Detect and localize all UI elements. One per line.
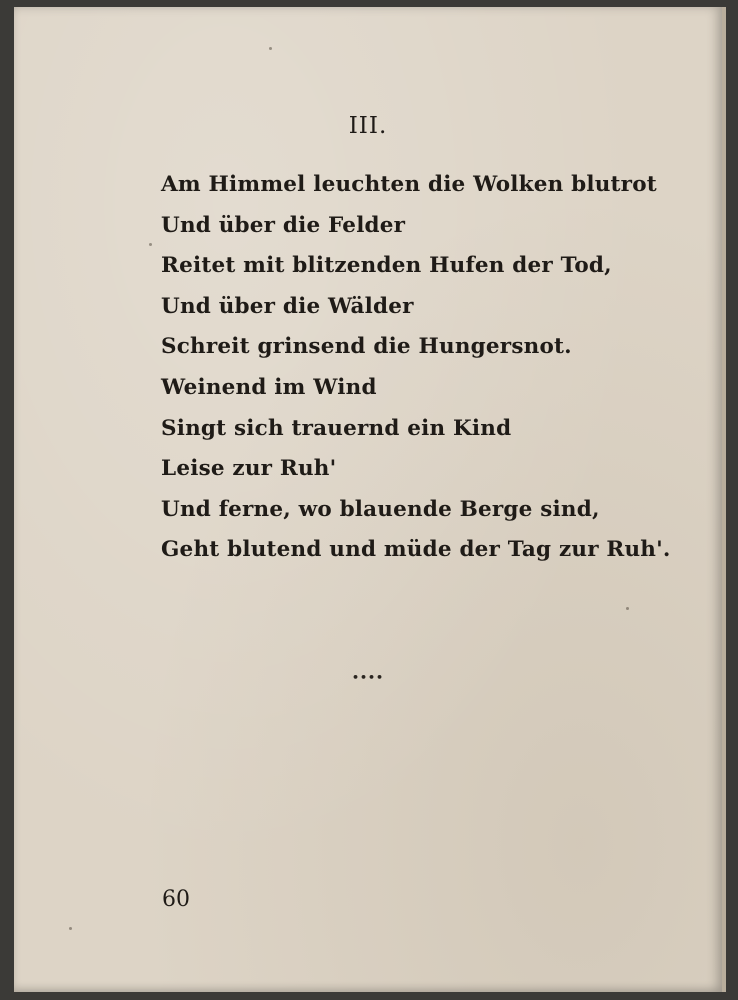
poem-line: Leise zur Ruh': [161, 456, 337, 482]
poem-line: Schreit grinsend die Hungersnot.: [161, 334, 572, 360]
poem-stanza: [161, 165, 671, 571]
page-number: 60: [162, 887, 190, 912]
paper-page: [14, 7, 722, 992]
poem-line: Singt sich trauernd ein Kind: [161, 415, 512, 441]
poem-line: Geht blutend und müde der Tag zur Ruh'.: [161, 537, 671, 563]
paper-speck: [269, 47, 272, 50]
page-edge: [722, 7, 726, 992]
paper-speck: [69, 927, 72, 930]
poem-line: Reitet mit blitzenden Hufen der Tod,: [161, 253, 612, 279]
chapter-heading: III.: [348, 113, 388, 139]
poem-line: Und über die Felder: [161, 212, 406, 238]
poem-line: Am Himmel leuchten die Wolken blutrot: [161, 172, 657, 197]
poem-line: Weinend im Wind: [161, 374, 377, 400]
poem-line: Und ferne, wo blauende Berge sind,: [161, 496, 600, 522]
paper-speck: [626, 607, 629, 610]
paper-speck: [149, 243, 152, 246]
poem-line: Und über die Wälder: [161, 293, 414, 319]
section-ornament: ••••: [351, 671, 385, 684]
